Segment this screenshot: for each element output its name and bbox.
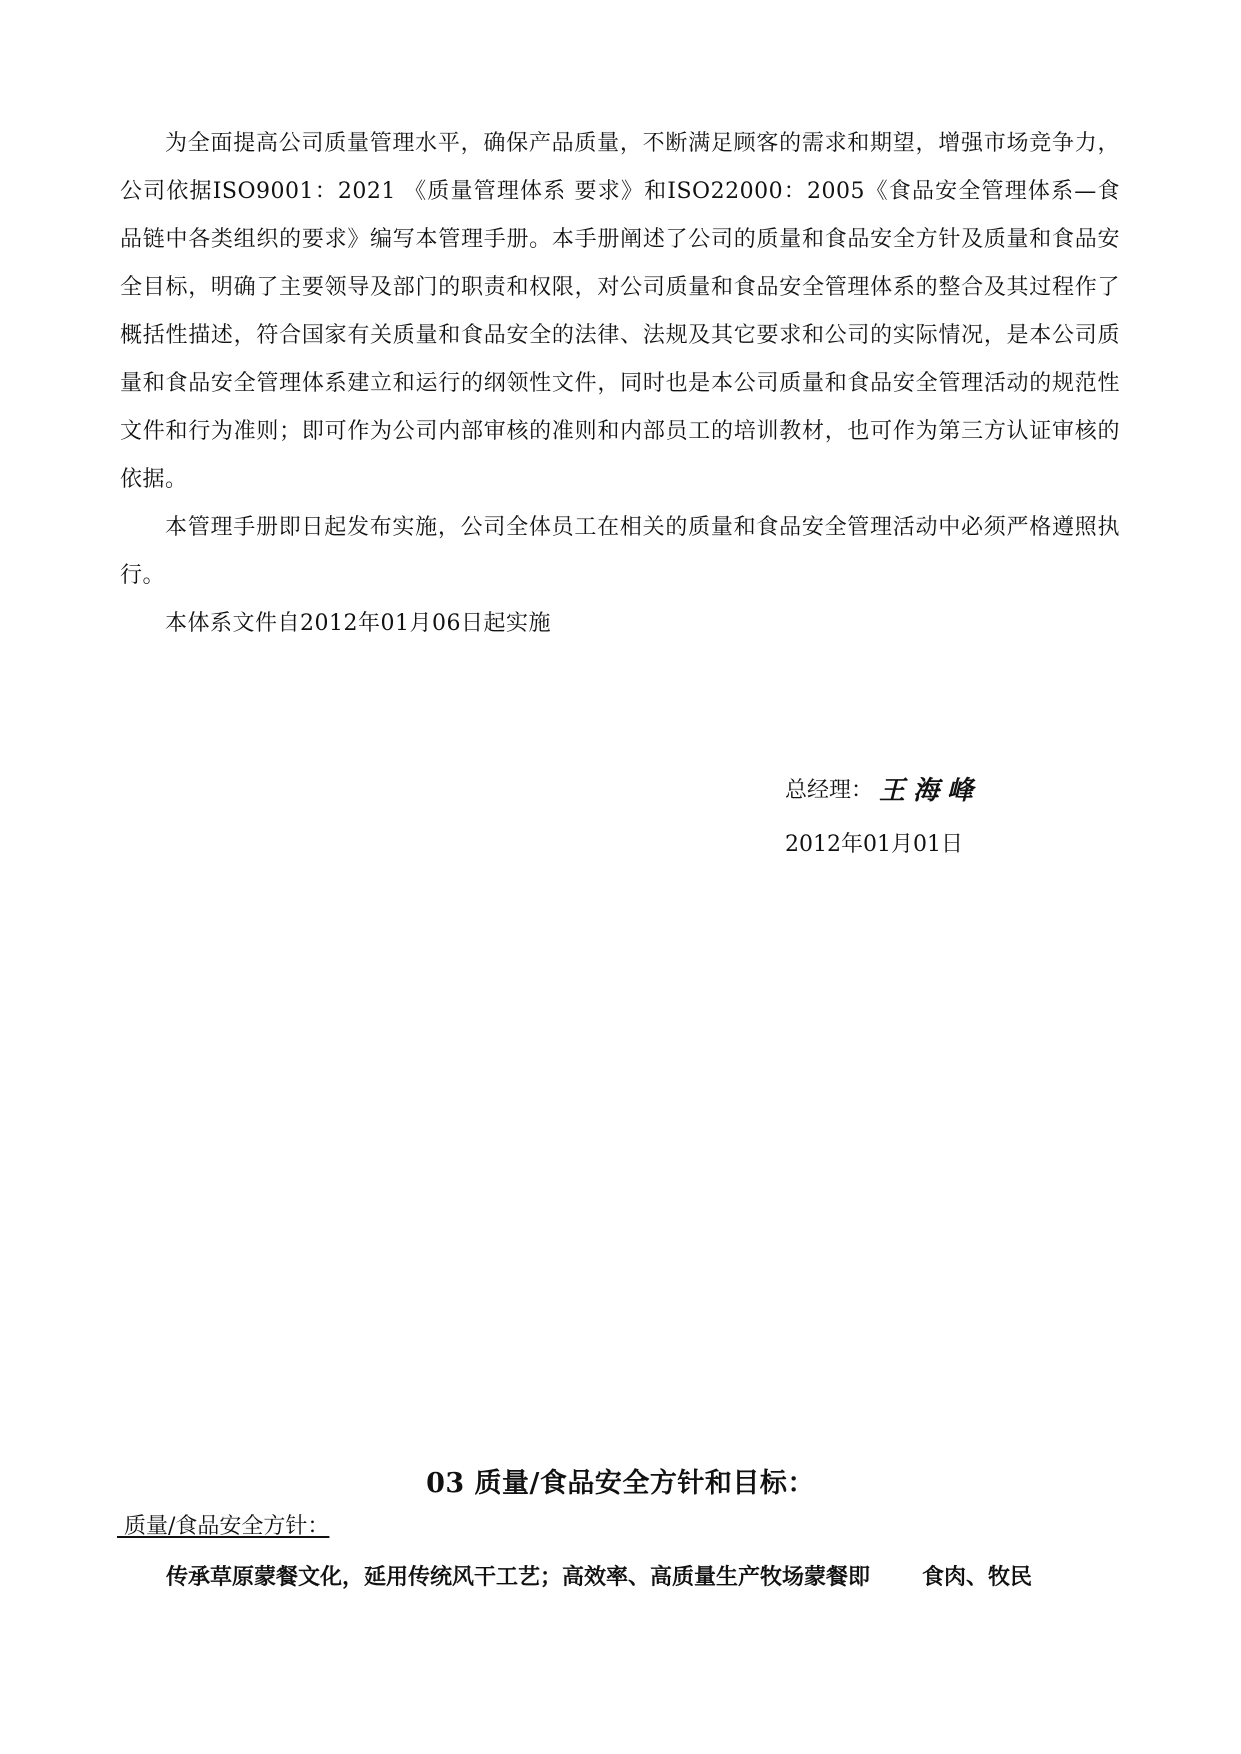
intro-paragraph-1: 为全面提高公司质量管理水平，确保产品质量，不断满足顾客的需求和期望，增强市场竞争力，公司依据ISO9001：2021 《质量管理体系 要求》和ISO22000：2005《食品安全管理体系—食品链中各类组织的要求》编写本管理手册。本手册阐述了公司的质量和食品安全方针及质量和食品安全目标，明确了主要领导及部门的职责和权限，对公司质量和食品安全管理体系的整合及其过程作了概括性描述，符合国家有关质量和食品安全的法律、法规及其它要求和公司的实际情况，是本公司质量和食品安全管理体系建立和运行的纲领性文件，同时也是本公司质量和食品安全管理活动的规范性文件和行为准则；即可作为公司内部审核的准则和内部员工的培训教材，也可作为第三方认证审核的依据。 [120, 131, 1120, 492]
section-title: 03 质量/食品安全方针和目标： [426, 1468, 815, 1499]
policy-text-part-2: 食肉、牧民 [922, 1564, 1033, 1590]
policy-subheading: 质量/食品安全方针： [117, 1514, 330, 1539]
signature-date: 2012年01月01日 [785, 832, 963, 857]
handwritten-signature: 王海峰 [879, 776, 982, 806]
signature-block [785, 764, 981, 872]
policy-text-part-1: 传承草原蒙餐文化，延用传统风干工艺；高效率、高质量生产牧场蒙餐即 [166, 1564, 871, 1590]
policy-statement [166, 1557, 1166, 1597]
signer-title: 总经理： [785, 778, 874, 803]
intro-paragraph-2: 本管理手册即日起发布实施，公司全体员工在相关的质量和食品安全管理活动中必须严格遵照执行。 [120, 515, 1120, 588]
intro-paragraph-3: 本体系文件自2012年01月06日起实施 [165, 611, 551, 636]
signature-line [785, 764, 981, 818]
